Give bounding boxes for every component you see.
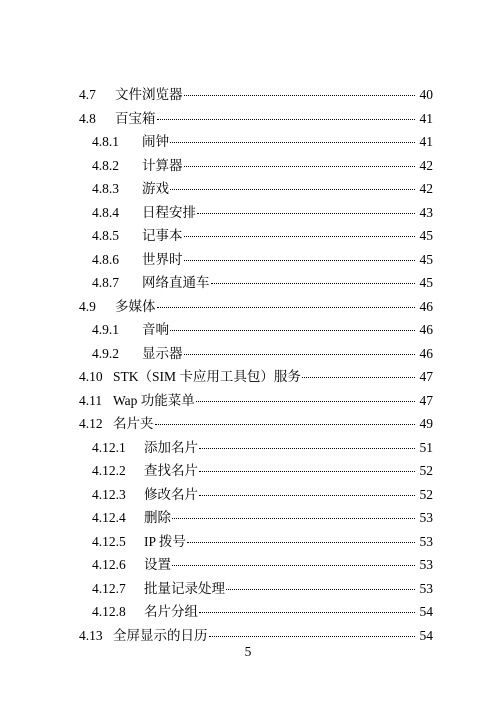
- toc-entry-page: 42: [419, 181, 433, 196]
- toc-dot-leader: [170, 329, 415, 331]
- toc-dot-leader: [184, 259, 416, 261]
- toc-entry-number: 4.8.1: [92, 134, 119, 149]
- toc-entry[interactable]: [79, 201, 433, 225]
- toc-dot-leader: [184, 165, 416, 167]
- toc-entry[interactable]: [79, 130, 433, 154]
- toc-entry-page: 42: [419, 157, 433, 173]
- toc-entry-number: 4.12: [79, 416, 103, 431]
- toc-entry-page: 46: [419, 345, 433, 361]
- toc-entry-title: STK（SIM 卡应用工具包）服务: [113, 369, 301, 384]
- table-of-contents: [79, 83, 433, 647]
- toc-entry-page: 52: [419, 463, 433, 478]
- toc-entry-title: 计算器: [142, 157, 183, 173]
- toc-entry[interactable]: [79, 412, 433, 436]
- toc-entry-page: 53: [419, 533, 433, 549]
- toc-entry-title: 设置: [144, 557, 171, 572]
- toc-entry-title: 百宝箱: [115, 110, 156, 126]
- toc-entry-page: 45: [419, 228, 433, 243]
- toc-entry-number: 4.7: [79, 87, 96, 102]
- toc-entry-page: 54: [419, 627, 433, 643]
- toc-entry-number: 4.9: [79, 298, 96, 314]
- toc-entry[interactable]: [79, 342, 433, 366]
- toc-entry[interactable]: [79, 365, 433, 389]
- toc-entry[interactable]: [79, 389, 433, 413]
- toc-entry-page: 53: [419, 510, 433, 525]
- toc-entry-title: Wap 功能菜单: [113, 392, 195, 408]
- toc-dot-leader: [157, 306, 416, 308]
- toc-entry-page: 53: [419, 580, 433, 596]
- toc-entry-page: 54: [419, 604, 433, 619]
- toc-dot-leader: [170, 188, 415, 190]
- toc-entry-number: 4.11: [79, 392, 103, 408]
- toc-entry[interactable]: [79, 577, 433, 601]
- toc-entry-number: 4.8.2: [92, 157, 119, 173]
- toc-entry-title: 显示器: [142, 345, 183, 361]
- toc-dot-leader: [184, 235, 416, 237]
- toc-entry-number: 4.12.4: [92, 510, 126, 525]
- toc-entry[interactable]: [79, 318, 433, 342]
- toc-entry-page: 46: [419, 298, 433, 314]
- toc-entry-title: 游戏: [142, 181, 169, 196]
- toc-entry-title: 全屏显示的日历: [113, 627, 208, 643]
- toc-entry-number: 4.12.7: [92, 580, 126, 596]
- toc-entry-title: 多媒体: [115, 298, 156, 314]
- toc-entry-page: 40: [419, 87, 433, 102]
- toc-entry-page: 41: [419, 134, 433, 149]
- toc-entry[interactable]: [79, 295, 433, 319]
- toc-entry-number: 4.8: [79, 110, 96, 126]
- toc-dot-leader: [197, 212, 415, 214]
- toc-entry-number: 4.9.2: [92, 345, 119, 361]
- toc-entry[interactable]: [79, 483, 433, 507]
- toc-entry-title: 日程安排: [142, 204, 196, 220]
- toc-dot-leader: [209, 635, 416, 637]
- toc-entry-number: 4.12.8: [92, 604, 126, 619]
- toc-entry[interactable]: [79, 248, 433, 272]
- toc-dot-leader: [199, 447, 415, 449]
- toc-dot-leader: [211, 282, 416, 284]
- toc-entry-title: 音响: [142, 322, 169, 337]
- toc-dot-leader: [187, 541, 415, 543]
- toc-dot-leader: [184, 353, 416, 355]
- toc-entry[interactable]: [79, 224, 433, 248]
- toc-entry[interactable]: [79, 530, 433, 554]
- toc-entry-number: 4.8.5: [92, 228, 119, 243]
- toc-entry-title: 名片夹: [113, 416, 154, 431]
- toc-dot-leader: [157, 118, 416, 120]
- toc-entry-page: 45: [419, 251, 433, 267]
- toc-entry-title: 查找名片: [144, 463, 198, 478]
- toc-entry[interactable]: [79, 506, 433, 530]
- toc-entry-page: 49: [419, 416, 433, 431]
- toc-entry-title: 记事本: [142, 228, 183, 243]
- toc-entry-page: 46: [419, 322, 433, 337]
- toc-entry-page: 51: [419, 439, 433, 455]
- toc-dot-leader: [170, 141, 415, 143]
- toc-entry-title: 闹钟: [142, 134, 169, 149]
- toc-entry-page: 41: [419, 110, 433, 126]
- toc-entry-number: 4.10: [79, 369, 103, 384]
- toc-entry[interactable]: [79, 154, 433, 178]
- toc-entry-number: 4.8.7: [92, 275, 119, 290]
- toc-entry-title: 世界时: [142, 251, 183, 267]
- toc-entry-number: 4.12.1: [92, 439, 126, 455]
- toc-dot-leader: [199, 494, 415, 496]
- toc-entry[interactable]: [79, 436, 433, 460]
- toc-entry-number: 4.8.4: [92, 204, 119, 220]
- toc-dot-leader: [199, 470, 415, 472]
- toc-entry-number: 4.12.3: [92, 486, 126, 502]
- toc-entry-number: 4.12.5: [92, 533, 126, 549]
- toc-dot-leader: [155, 423, 416, 425]
- toc-dot-leader: [302, 376, 415, 378]
- toc-entry[interactable]: [79, 107, 433, 131]
- toc-entry-page: 53: [419, 557, 433, 572]
- toc-entry-page: 45: [419, 275, 433, 290]
- page-number: 5: [244, 644, 252, 659]
- toc-entry-title: 修改名片: [144, 486, 198, 502]
- toc-entry-page: 47: [419, 392, 433, 408]
- toc-entry-title: 添加名片: [144, 439, 198, 455]
- toc-entry[interactable]: [79, 177, 433, 201]
- toc-entry-title: 批量记录处理: [144, 580, 225, 596]
- toc-entry[interactable]: [79, 83, 433, 107]
- toc-entry-page: 52: [419, 486, 433, 502]
- toc-entry-number: 4.12.6: [92, 557, 126, 572]
- toc-entry[interactable]: [79, 271, 433, 295]
- toc-dot-leader: [226, 588, 415, 590]
- toc-entry[interactable]: [79, 600, 433, 624]
- toc-entry-number: 4.13: [79, 627, 103, 643]
- toc-entry-title: 文件浏览器: [115, 87, 183, 102]
- toc-entry-title: 网络直通车: [142, 275, 210, 290]
- toc-dot-leader: [172, 564, 415, 566]
- toc-entry-number: 4.9.1: [92, 322, 119, 337]
- toc-entry-number: 4.12.2: [92, 463, 126, 478]
- toc-dot-leader: [172, 517, 415, 519]
- toc-entry-title: 删除: [144, 510, 171, 525]
- toc-entry-page: 47: [419, 369, 433, 384]
- toc-entry-title: 名片分组: [144, 604, 198, 619]
- toc-entry[interactable]: [79, 459, 433, 483]
- toc-entry[interactable]: [79, 553, 433, 577]
- toc-dot-leader: [184, 94, 416, 96]
- toc-dot-leader: [196, 400, 415, 402]
- toc-entry-page: 43: [419, 204, 433, 220]
- toc-entry-title: IP 拨号: [144, 533, 186, 549]
- toc-dot-leader: [199, 611, 415, 613]
- toc-entry-number: 4.8.6: [92, 251, 119, 267]
- toc-entry-number: 4.8.3: [92, 181, 119, 196]
